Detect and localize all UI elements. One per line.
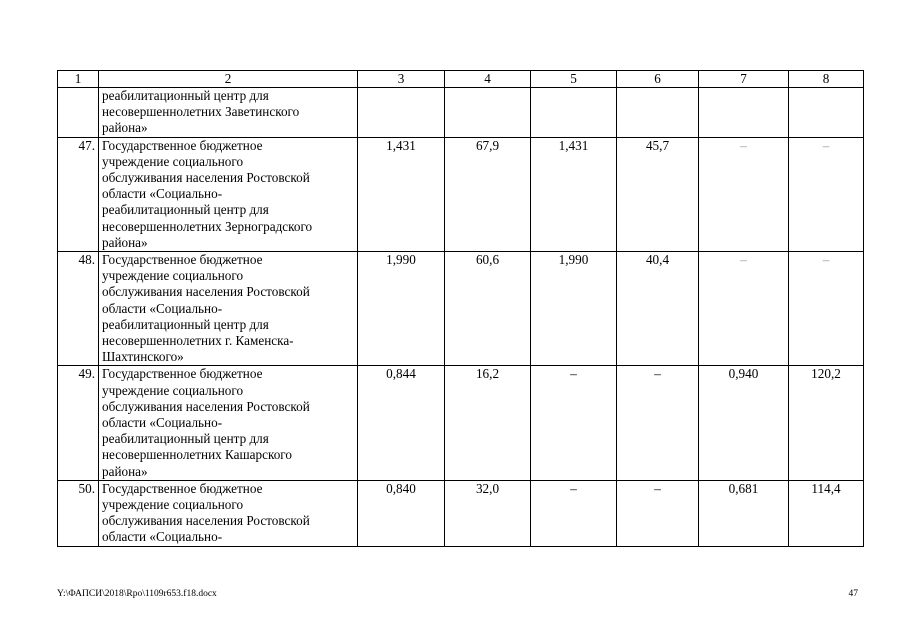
value-col-5: – bbox=[531, 480, 617, 546]
value-col-7: 0,940 bbox=[699, 366, 789, 480]
page-break-mask bbox=[0, 575, 905, 587]
header-cell-7: 7 bbox=[699, 71, 789, 88]
value-col-5: 1,990 bbox=[531, 252, 617, 366]
value-col-4 bbox=[445, 88, 531, 138]
value-col-3: 0,840 bbox=[358, 480, 445, 546]
value-col-8 bbox=[789, 88, 864, 138]
institution-name: Государственное бюджетное учреждение социального обслуживания населения Ростовской области «Социально- реабилитационный центр для несовершеннолетних Кашарского района» bbox=[99, 366, 358, 480]
institution-name: Государственное бюджетное учреждение социального обслуживания населения Ростовской области «Социально- реабилитационный центр для несовершеннолетних Зерноградского района» bbox=[99, 137, 358, 251]
value-col-5: 1,431 bbox=[531, 137, 617, 251]
value-col-6: – bbox=[617, 366, 699, 480]
row-number: 49. bbox=[58, 366, 99, 480]
value-col-7: – bbox=[699, 137, 789, 251]
value-col-6 bbox=[617, 88, 699, 138]
value-col-3: 1,990 bbox=[358, 252, 445, 366]
table-row bbox=[58, 480, 864, 546]
table-row bbox=[58, 137, 864, 251]
table-row bbox=[58, 252, 864, 366]
header-cell-8: 8 bbox=[789, 71, 864, 88]
value-col-4: 32,0 bbox=[445, 480, 531, 546]
table-row bbox=[58, 366, 864, 480]
header-cell-1: 1 bbox=[58, 71, 99, 88]
value-col-4: 67,9 bbox=[445, 137, 531, 251]
value-col-8: – bbox=[789, 137, 864, 251]
header-cell-6: 6 bbox=[617, 71, 699, 88]
row-number: 47. bbox=[58, 137, 99, 251]
value-col-8: 114,4 bbox=[789, 480, 864, 546]
footer-file-path: Y:\ФАПСИ\2018\Rpo\1109r653.f18.docx bbox=[57, 589, 217, 599]
value-col-6: – bbox=[617, 480, 699, 546]
institution-name: реабилитационный центр для несовершеннолетних Заветинского района» bbox=[99, 88, 358, 138]
institution-name: Государственное бюджетное учреждение социального обслуживания населения Ростовской области «Социально- bbox=[99, 480, 358, 546]
value-col-4: 16,2 bbox=[445, 366, 531, 480]
institution-name: Государственное бюджетное учреждение социального обслуживания населения Ростовской области «Социально- реабилитационный центр для несовершеннолетних г. Каменска- Шахтинского» bbox=[99, 252, 358, 366]
row-number: 50. bbox=[58, 480, 99, 546]
table-header-row bbox=[58, 71, 864, 88]
value-col-3 bbox=[358, 88, 445, 138]
header-cell-4: 4 bbox=[445, 71, 531, 88]
header-cell-3: 3 bbox=[358, 71, 445, 88]
value-col-4: 60,6 bbox=[445, 252, 531, 366]
header-cell-5: 5 bbox=[531, 71, 617, 88]
row-number bbox=[58, 88, 99, 138]
data-table bbox=[57, 70, 864, 547]
value-col-7: 0,681 bbox=[699, 480, 789, 546]
value-col-5 bbox=[531, 88, 617, 138]
row-number: 48. bbox=[58, 252, 99, 366]
value-col-3: 1,431 bbox=[358, 137, 445, 251]
header-cell-2: 2 bbox=[99, 71, 358, 88]
value-col-6: 45,7 bbox=[617, 137, 699, 251]
table-row bbox=[58, 88, 864, 138]
value-col-8: 120,2 bbox=[789, 366, 864, 480]
value-col-6: 40,4 bbox=[617, 252, 699, 366]
value-col-8: – bbox=[789, 252, 864, 366]
value-col-7: – bbox=[699, 252, 789, 366]
footer-page-number: 47 bbox=[848, 589, 858, 599]
value-col-3: 0,844 bbox=[358, 366, 445, 480]
value-col-5: – bbox=[531, 366, 617, 480]
value-col-7 bbox=[699, 88, 789, 138]
